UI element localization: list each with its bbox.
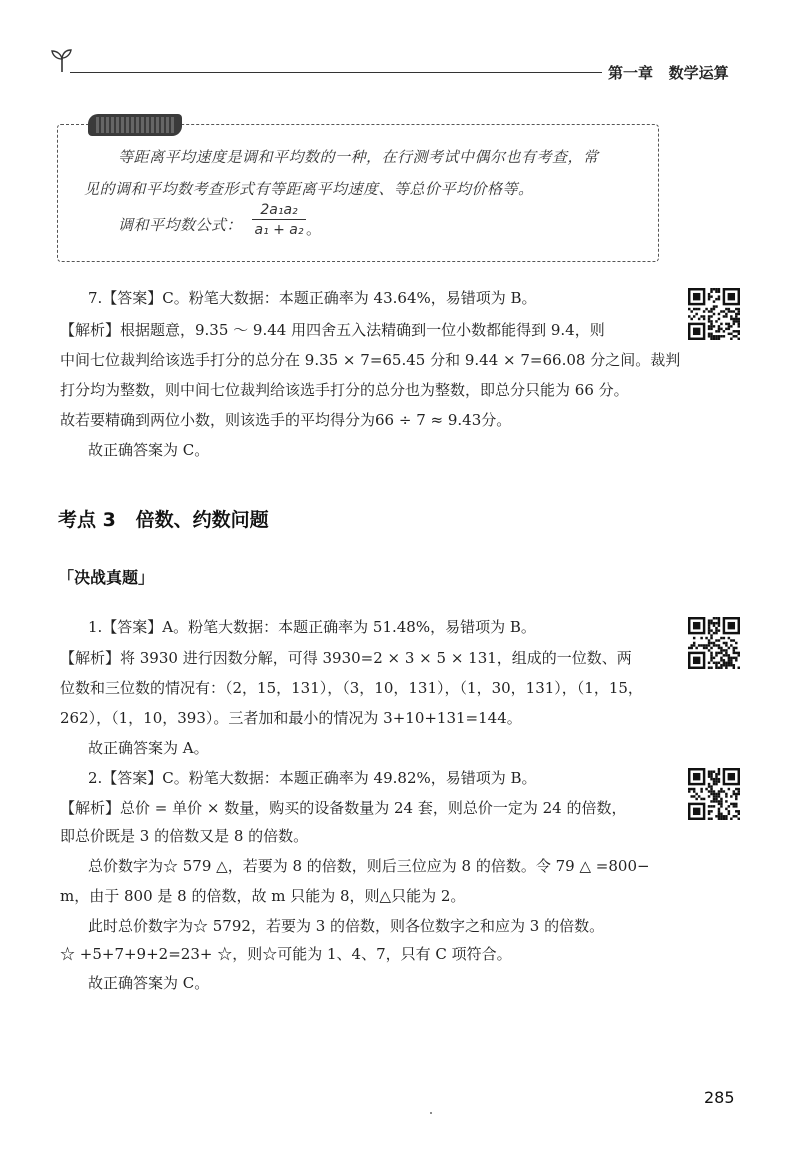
tip-text-line: 等距离平均速度是调和平均数的一种，在行测考试中偶尔也有考查，常 — [118, 148, 599, 166]
q2-analysis: 即总价既是 3 的倍数又是 8 的倍数。 — [60, 827, 309, 845]
harmonic-mean-formula — [252, 202, 306, 238]
section-title: 考点 3 倍数、约数问题 — [58, 509, 269, 531]
qr-code-icon[interactable] — [688, 768, 740, 820]
q2-analysis: 此时总价数字为☆ 5792，若要为 3 的倍数，则各位数字之和应为 3 的倍数。 — [88, 917, 605, 935]
qr-code-icon[interactable] — [688, 288, 740, 340]
header-rule — [70, 72, 602, 73]
q7-answer: 7.【答案】C。粉笔大数据：本题正确率为 43.64%，易错项为 B。 — [88, 289, 537, 307]
tip-text-line: 见的调和平均数考查形式有等距离平均速度、等总价平均价格等。 — [84, 180, 534, 198]
q2-analysis: m，由于 800 是 8 的倍数，故 m 只能为 8，则△只能为 2。 — [60, 887, 466, 905]
q1-conclusion: 故正确答案为 A。 — [88, 739, 209, 757]
q7-analysis: 故若要精确到两位小数，则该选手的平均得分为66 ÷ 7 ≈ 9.43分。 — [60, 411, 512, 429]
formula-numerator: 2a₁a₂ — [252, 202, 306, 220]
formula-denominator: a₁ + a₂ — [254, 222, 304, 238]
q2-analysis: ☆ +5+7+9+2=23+ ☆，则☆可能为 1、4、7，只有 C 项符合。 — [60, 945, 512, 963]
q1-analysis: 【解析】将 3930 进行因数分解，可得 3930=2 × 3 × 5 × 131，组成的一位数、两 — [60, 649, 632, 667]
q1-answer: 1.【答案】A。粉笔大数据：本题正确率为 51.48%，易错项为 B。 — [88, 618, 536, 636]
section-subtitle: 「决战真题」 — [58, 568, 155, 587]
q7-analysis: 【解析】根据题意，9.35 ～ 9.44 用四舍五入法精确到一位小数都能得到 9.4，则 — [60, 321, 605, 339]
formula-end: 。 — [306, 220, 322, 238]
q7-analysis: 打分均为整数，则中间七位裁判给该选手打分的总分也为整数，即总分只能为 66 分。 — [60, 381, 629, 399]
q1-analysis: 262），（1，10，393）。三者加和最小的情况为 3+10+131=144。 — [60, 709, 522, 727]
q2-analysis: 【解析】总价 = 单价 × 数量，购买的设备数量为 24 套，则总价一定为 24 的倍数， — [60, 799, 627, 817]
sprout-icon — [48, 46, 76, 74]
q7-conclusion: 故正确答案为 C。 — [88, 441, 210, 459]
q1-analysis: 位数和三位数的情况有：（2，15，131），（3，10，131），（1，30，131），（1，15， — [60, 679, 643, 697]
page-number: 285 — [704, 1088, 735, 1107]
qr-code-icon[interactable] — [688, 617, 740, 669]
formula-label: 调和平均数公式： — [118, 216, 243, 234]
q2-answer: 2.【答案】C。粉笔大数据：本题正确率为 49.82%，易错项为 B。 — [88, 769, 537, 787]
q2-analysis: 总价数字为☆ 579 △，若要为 8 的倍数，则后三位应为 8 的倍数。令 79 △ =800− — [88, 857, 650, 875]
q7-analysis: 中间七位裁判给该选手打分的总分在 9.35 × 7=65.45 分和 9.44 × 7=66.08 分之间。裁判 — [60, 351, 681, 369]
tip-box-tag — [88, 114, 182, 136]
chapter-title: 第一章 数学运算 — [608, 64, 729, 82]
q2-conclusion: 故正确答案为 C。 — [88, 974, 210, 992]
scan-speck — [430, 1112, 432, 1114]
